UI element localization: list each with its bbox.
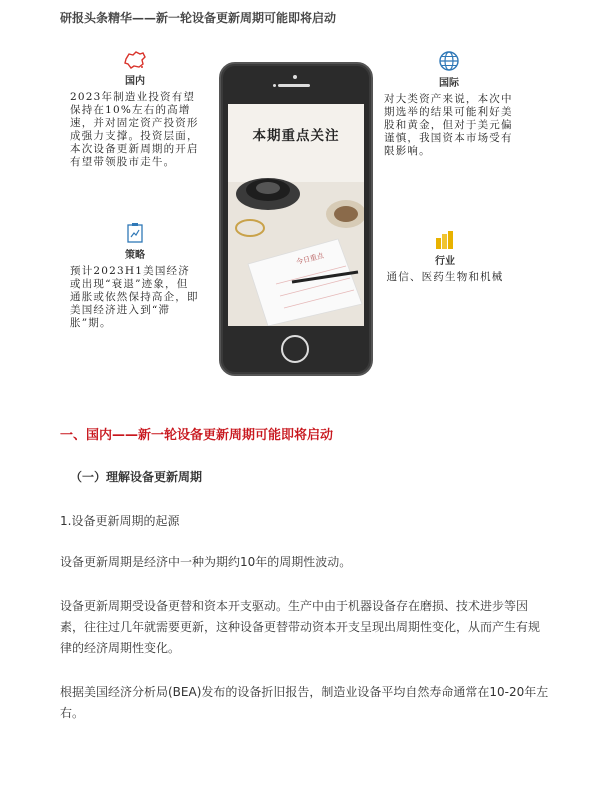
phone-camera [293,75,297,79]
industry-panel [385,230,505,284]
international-text: 对大类资产来说，本次中期选举的结果可能利好美股和黄金，但对于美元偏谨慎，我国资本市场受有限影响。 [384,93,513,157]
phone-screen-title: 本期重点关注 [252,128,340,144]
strategy-panel [70,222,200,330]
paragraph: 设备更新周期受设备更替和资本开支驱动。生产中由于机器设备存在磨损、技术进步等因素，往往过几年就需要更新，这种设备更替带动资本开支呈现出周期性变化，从而产生有规律的经济周期性变化。 [60,599,541,655]
industry-heading: 行业 [435,256,455,267]
domestic-text: 2023年制造业投资有望保持在10%左右的高增速，并对固定资产投资形成强力支撑。投资层面，本次设备更新周期的开启有望带领股市走牛。 [70,91,199,168]
strategy-chart-icon [125,222,145,244]
phone-speaker [278,84,310,87]
paragraph: 根据美国经济分析局(BEA)发布的设备折旧报告，制造业设备平均自然寿命通常在10-20年左右。 [60,685,549,720]
phone-sensor [273,84,276,87]
coin-stack-icon [433,230,457,250]
domestic-panel [70,50,200,169]
strategy-text: 预计2023H1美国经济或出现“衰退”迹象，但通胀或依然保持高企，即美国经济进入到“滞胀”期。 [70,265,199,329]
section-heading: 一、国内——新一轮设备更新周期可能即将启动 [60,428,334,443]
international-panel [384,50,514,158]
domestic-heading: 国内 [125,76,145,87]
international-heading: 国际 [439,78,459,89]
paragraph: 1.设备更新周期的起源 [60,514,180,528]
industry-text: 通信、医药生物和机械 [386,271,504,283]
globe-icon [438,50,460,72]
phone-mockup [219,62,373,376]
china-map-icon [123,50,147,70]
phone-home-button [281,335,309,363]
desk-photo-illustration [228,104,364,326]
phone-screen [228,104,364,326]
infographic [0,40,600,385]
note-label: 今日重点 [295,251,325,267]
page-title: 研报头条精华——新一轮设备更新周期可能即将启动 [60,11,337,25]
sub-heading: （一）理解设备更新周期 [70,470,203,484]
strategy-heading: 策略 [125,250,145,261]
paragraph: 设备更新周期是经济中一种为期约10年的周期性波动。 [60,555,352,569]
